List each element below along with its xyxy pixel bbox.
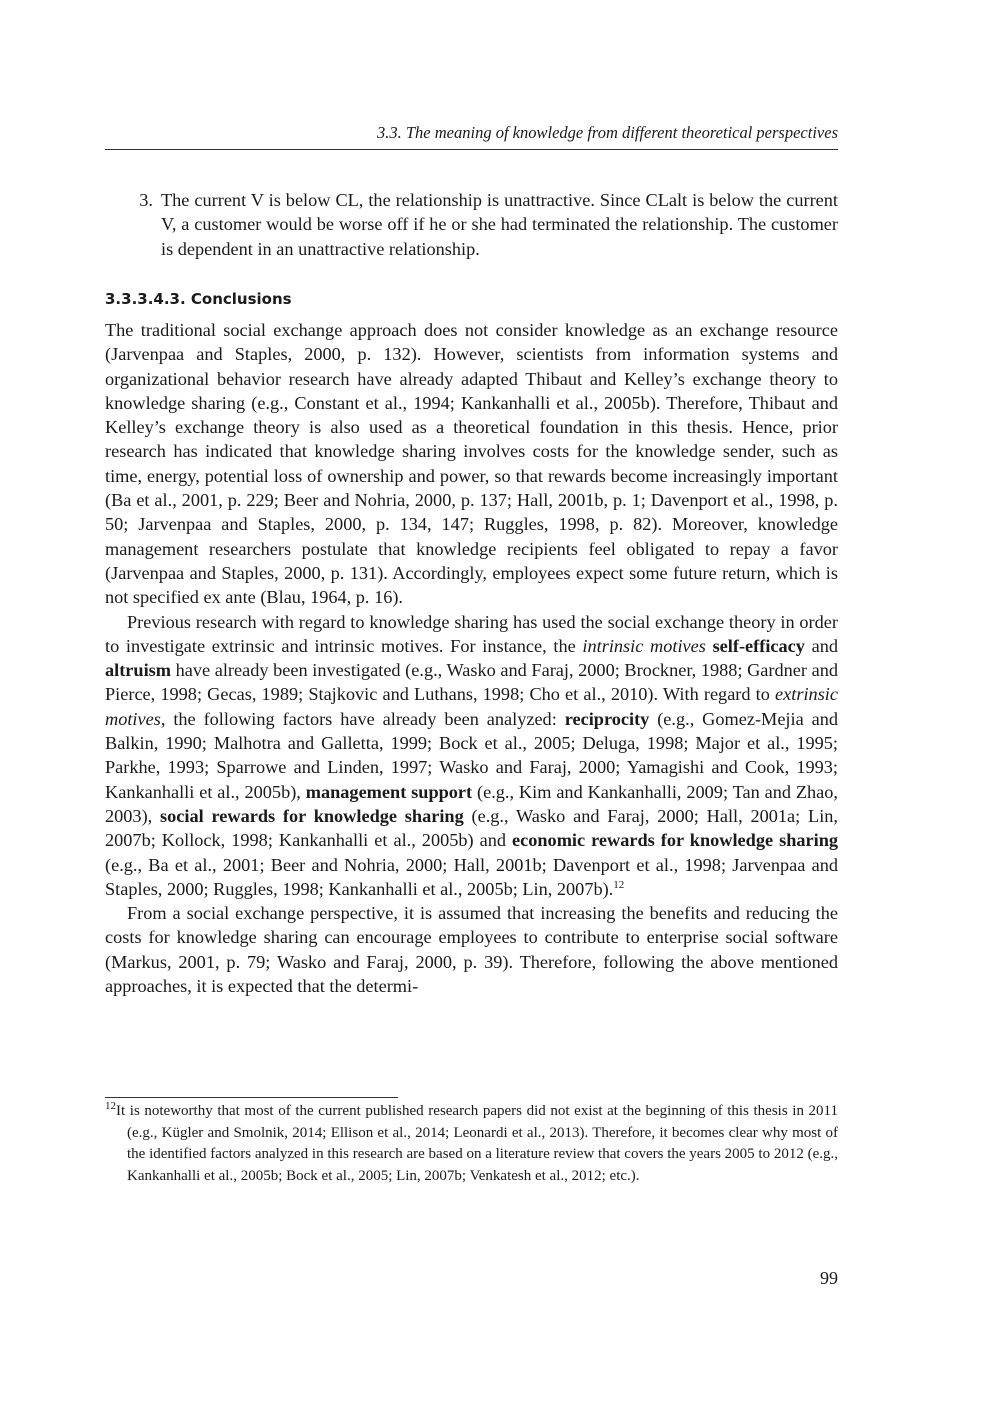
- paragraph-2-text: (e.g., Kim and Kankanhalli, 2009; Tan and Zhao, 2003),: [105, 781, 838, 826]
- bold-management-support: management support: [305, 781, 473, 802]
- paragraph-2-text: Previous research with regard to knowledge sharing has used the social exchange theory in order to investigate extrinsic and intrinsic motives. For instance, the: [105, 611, 838, 656]
- footnote-text: It is noteworthy that most of the current published research papers did not exist at the beginning of this thesis in 2011 (e.g., Kügler and Smolnik, 2014; Ellison et al., 2014; Leonardi et al., 2013). Therefore, it becomes clear why most of the identified factors analyzed in this research are based on a literature review that covers the years 2005 to 2012 (e.g., Kankanhalli et al., 2005b; Bock et al., 2005; Lin, 2007b; Venkatesh et al., 2012; etc.).: [116, 1103, 838, 1184]
- footnote: [105, 1101, 838, 1187]
- bold-altruism: altruism: [105, 660, 172, 681]
- list-item-number: 3.: [139, 190, 153, 210]
- bold-reciprocity: reciprocity: [564, 708, 650, 729]
- paragraph-2-text: [706, 636, 713, 656]
- footnote-reference[interactable]: 12: [613, 878, 625, 891]
- bold-self-efficacy: self-efficacy: [712, 635, 805, 656]
- paragraph-2-text: (e.g., Wasko and Faraj, 2000; Hall, 2001a; Lin, 2007b; Kollock, 1998; Kankanhalli et al., 2005b) and: [105, 805, 838, 851]
- paragraph-2-text: have already been investigated (e.g., Wasko and Faraj, 2000; Brockner, 1988; Gardner and Pierce, 1998; Gecas, 1989; Stajkovic and Luthans, 1998; Cho et al., 2010). With regard to: [105, 660, 838, 705]
- paragraph-1: The traditional social exchange approach does not consider knowledge as an exchange resource (Jarvenpaa and Staples, 2000, p. 132). However, scientists from information systems and organizational behavior research have already adapted Thibaut and Kelley’s exchange theory to knowledge sharing (e.g., Constant et al., 1994; Kankanhalli et al., 2005b). Therefore, Thibaut and Kelley’s exchange theory is also used as a theoretical foundation in this thesis. Hence, prior research has indicated that knowledge sharing involves costs for the knowledge sender, such as time, energy, potential loss of ownership and power, so that rewards become increasingly important (Ba et al., 2001, p. 229; Beer and Nohria, 2000, p. 137; Hall, 2001b, p. 1; Davenport et al., 1998, p. 50; Jarvenpaa and Staples, 2000, p. 134, 147; Ruggles, 1998, p. 82). Moreover, knowledge management researchers postulate that knowledge recipients feel obligated to repay a favor (Jarvenpaa and Staples, 2000, p. 131). Accordingly, employees expect some future return, which is not specified ex ante (Blau, 1964, p. 16).: [105, 320, 838, 608]
- paragraph-2-text: (e.g., Gomez-Mejia and Balkin, 1990; Malhotra and Galletta, 1999; Bock et al., 2005; Deluga, 1998; Major et al., 1995; Parkhe, 1993; Sparrowe and Linden, 1997; Wasko and Faraj, 2000; Yamagishi and Cook, 1993; Kankanhalli et al., 2005b),: [105, 708, 839, 802]
- list-item-text: The current V is below CL, the relationship is unattractive. Since CLalt is below the current V, a customer would be worse off if he or she had terminated the relationship. The customer is dependent in an unattractive relationship.: [161, 190, 838, 259]
- body-text: [105, 318, 838, 998]
- enumerated-list: [105, 188, 838, 261]
- paragraph-2-text: and: [804, 635, 839, 656]
- emphasis-intrinsic-motives: intrinsic motives: [582, 635, 706, 656]
- header-rule: [105, 149, 838, 150]
- paragraph-2: [105, 610, 838, 902]
- page-number: 99: [820, 1268, 838, 1288]
- paragraph-2-text: (e.g., Ba et al., 2001; Beer and Nohria, 2000; Hall, 2001b; Davenport et al., 1998; Jarvenpaa and Staples, 2000; Ruggles, 1998; Kankanhalli et al., 2005b; Lin, 2007b).: [105, 854, 838, 899]
- bold-economic-rewards: economic rewards for knowledge sharing: [512, 830, 839, 851]
- footnote-marker: 12: [105, 1100, 116, 1112]
- section-heading: 3.3.3.4.3. Conclusions: [105, 290, 292, 308]
- bold-social-rewards: social rewards for knowledge sharing: [160, 805, 464, 826]
- footnote-rule: [105, 1097, 398, 1098]
- paragraph-3: From a social exchange perspective, it is assumed that increasing the benefits and reducing the costs for knowledge sharing can encourage employees to contribute to enterprise social software (Markus, 2001, p. 79; Wasko and Faraj, 2000, p. 39). Therefore, following the above mentioned approaches, it is expected that the determi-: [105, 903, 838, 997]
- list-item: [105, 188, 838, 261]
- paragraph-2-text: , the following factors have already been analyzed:: [160, 708, 565, 729]
- running-header: 3.3. The meaning of knowledge from different theoretical perspectives: [377, 123, 838, 142]
- emphasis-extrinsic-motives: extrinsic motives: [105, 684, 838, 729]
